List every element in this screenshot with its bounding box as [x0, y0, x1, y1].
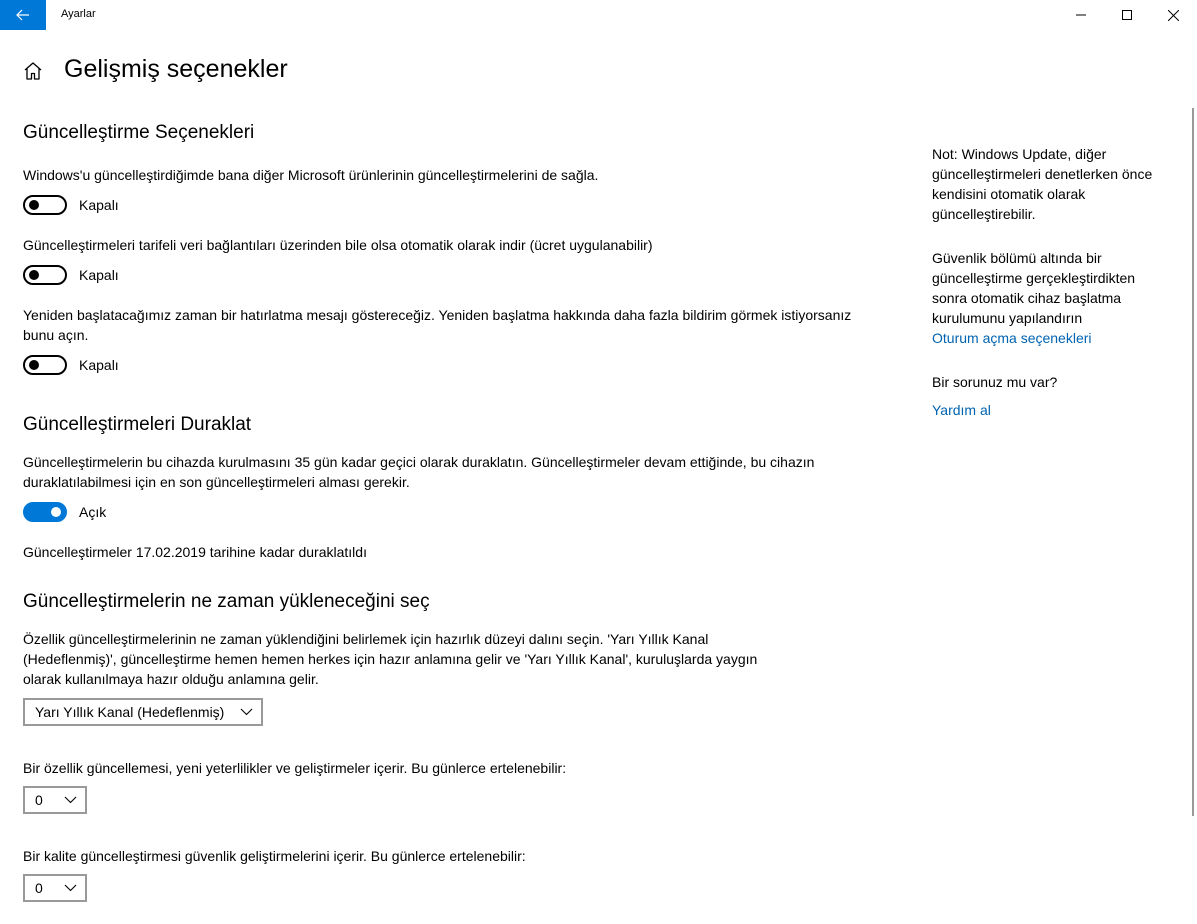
maximize-icon	[1122, 10, 1132, 20]
toggle-knob	[51, 507, 61, 517]
feature-defer-value: 0	[35, 792, 43, 808]
channel-select-value: Yarı Yıllık Kanal (Hedeflenmiş)	[35, 704, 225, 720]
close-button[interactable]	[1150, 0, 1196, 30]
security-line: güncelleştirme gerçekleştirdikten	[932, 270, 1136, 286]
channel-select[interactable]	[23, 698, 263, 726]
metered-toggle[interactable]	[23, 265, 67, 285]
other-products-description: Windows'u güncelleştirdiğimde bana diğer Microsoft ürünlerinin güncelleştirmelerini de sağla.	[23, 167, 599, 183]
toggle-knob	[29, 200, 39, 210]
pause-toggle[interactable]	[23, 502, 67, 522]
restart-reminder-description-1: Yeniden başlatacağımız zaman bir hatırlatma mesajı göstereceğiz. Yeniden başlatma hakkında daha fazla bildirim görmek istiyorsanız	[23, 307, 852, 323]
pause-heading: Güncelleştirmeleri Duraklat	[23, 414, 252, 435]
security-line: kurulumunu yapılandırın	[932, 310, 1083, 326]
schedule-heading: Güncelleştirmelerin ne zaman yükleneceğini seç	[23, 591, 430, 612]
restart-reminder-description-2: bunu açın.	[23, 327, 89, 343]
schedule-description-2: (Hedeflenmiş)', güncelleştirme hemen hemen herkes için hazır anlamına gelir ve 'Yarı Yıllık Kanal', kuruluşlarda yaygın	[23, 651, 758, 667]
pause-description-2: duraklatılabilmesi için en son güncelleştirmeleri alması gerekir.	[23, 474, 410, 490]
update-options-heading: Güncelleştirme Seçenekleri	[23, 122, 255, 143]
home-button[interactable]	[22, 60, 44, 82]
pause-state: Açık	[79, 504, 107, 520]
chevron-down-icon	[240, 708, 253, 716]
sidebar-note	[932, 144, 1177, 224]
security-line: sonra otomatik cihaz başlatma	[932, 290, 1122, 306]
note-line: güncelleştirmeleri denetlerken önce	[932, 166, 1153, 182]
note-line: güncelleştirebilir.	[932, 206, 1036, 222]
note-line: Not: Windows Update, diğer	[932, 146, 1107, 162]
page-title: Gelişmiş seçenekler	[64, 55, 288, 83]
pause-description-1: Güncelleştirmelerin bu cihazda kurulmasını 35 gün kadar geçici olarak duraklatın. Güncelleştirmeler devam ettiğinde, bu cihazın	[23, 454, 815, 470]
home-icon	[22, 60, 44, 82]
quality-defer-select[interactable]	[23, 874, 87, 902]
back-arrow-icon	[16, 9, 30, 21]
schedule-description-3: olarak kullanılmaya hazır olduğu anlamına gelir.	[23, 671, 319, 687]
feature-defer-select[interactable]	[23, 786, 87, 814]
maximize-button[interactable]	[1104, 0, 1150, 30]
feature-defer-label: Bir özellik güncellemesi, yeni yeterlilikler ve geliştirmeler içerir. Bu günlerce ertelenebilir:	[23, 760, 567, 776]
minimize-icon	[1076, 10, 1086, 20]
back-button[interactable]	[0, 0, 46, 30]
title-bar	[0, 0, 1197, 30]
other-products-state: Kapalı	[79, 197, 119, 213]
help-link[interactable]: Yardım al	[932, 402, 991, 418]
pause-status: Güncelleştirmeler 17.02.2019 tarihine kadar duraklatıldı	[23, 544, 367, 560]
signin-options-link[interactable]: Oturum açma seçenekleri	[932, 330, 1092, 346]
quality-defer-label: Bir kalite güncelleştirmesi güvenlik geliştirmelerini içerir. Bu günlerce ertelenebilir:	[23, 848, 526, 864]
metered-state: Kapalı	[79, 267, 119, 283]
chevron-down-icon	[64, 884, 77, 892]
quality-defer-value: 0	[35, 880, 43, 896]
schedule-description-1: Özellik güncelleştirmelerinin ne zaman yüklendiğini belirlemek için hazırlık düzeyi dalını seçin. 'Yarı Yıllık Kanal	[23, 631, 709, 647]
other-products-toggle[interactable]	[23, 195, 67, 215]
toggle-knob	[29, 270, 39, 280]
close-icon	[1168, 10, 1179, 21]
sidebar-question: Bir sorunuz mu var?	[932, 374, 1058, 390]
restart-reminder-state: Kapalı	[79, 357, 119, 373]
chevron-down-icon	[64, 796, 77, 804]
toggle-knob	[29, 360, 39, 370]
note-line: kendisini otomatik olarak	[932, 186, 1086, 202]
app-title: Ayarlar	[61, 8, 96, 20]
security-line: Güvenlik bölümü altında bir	[932, 250, 1102, 266]
sidebar-security	[932, 248, 1177, 348]
restart-reminder-toggle[interactable]	[23, 355, 67, 375]
minimize-button[interactable]	[1058, 0, 1104, 30]
metered-description: Güncelleştirmeleri tarifeli veri bağlantıları üzerinden bile olsa otomatik olarak indir (ücret uygulanabilir)	[23, 237, 653, 253]
scrollbar[interactable]	[1192, 108, 1194, 816]
